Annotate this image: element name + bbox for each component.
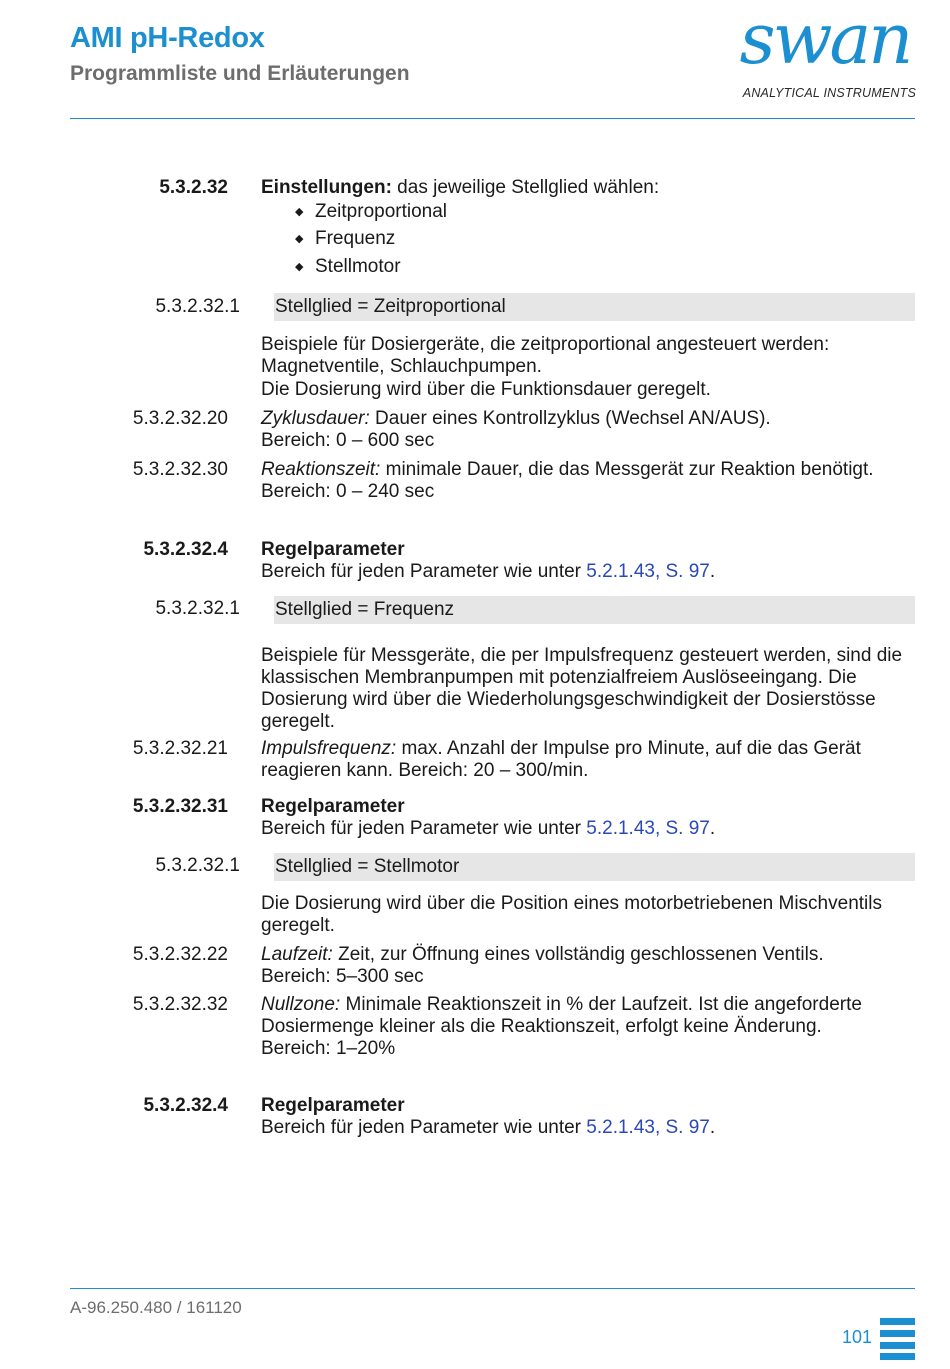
item-range: Bereich: 1–20% (261, 1038, 396, 1059)
section-number: 5.3.2.32.1 (155, 855, 240, 876)
paragraph: Die Dosierung wird über die Funktionsdauer geregelt. (261, 379, 711, 400)
item-term: Impulsfrequenz: (261, 738, 397, 759)
section-number: 5.3.2.32 (159, 177, 228, 198)
section-number: 5.3.2.32.1 (155, 598, 240, 619)
control-parameters: Regelparameter Bereich für jeden Parameter wie unter 5.2.1.43, S. 97. (261, 796, 716, 839)
parameters-heading: Regelparameter (261, 539, 405, 560)
item-range: Bereich: 0 – 600 sec (261, 430, 435, 451)
paragraph: Beispiele für Dosiergeräte, die zeitproportional angesteuert werden: Magnetventile, Schlauchpumpen. (261, 334, 830, 377)
parameters-heading: Regelparameter (261, 1095, 405, 1116)
logo-wordmark: swan (739, 0, 911, 80)
option-bar: Stellglied = Stellmotor (274, 853, 915, 881)
item-text: Impulsfrequenz: max. Anzahl der Impulse pro Minute, auf die das Gerät reagieren kann. Bereich: 20 – 300/min. (261, 738, 861, 781)
footer-divider (70, 1288, 915, 1289)
page-reference-link[interactable]: 5.2.1.43, S. 97 (586, 561, 710, 582)
heading-bold: Einstellungen: (261, 177, 392, 198)
paragraph: Die Dosierung wird über die Position eines motorbetriebenen Mischventils geregelt. (261, 893, 882, 936)
document-number: A-96.250.480 / 161120 (70, 1298, 242, 1317)
control-parameters: Regelparameter Bereich für jeden Parameter wie unter 5.2.1.43, S. 97. (261, 1095, 716, 1138)
page-reference-link[interactable]: 5.2.1.43, S. 97 (586, 1117, 710, 1138)
item-term: Zyklusdauer: (261, 408, 370, 429)
item-number: 5.3.2.32.20 (132, 408, 228, 429)
item-range: Bereich: 0 – 240 sec (261, 481, 435, 502)
item-text: Nullzone: Minimale Reaktionszeit in % der Laufzeit. Ist die angeforderte Dosiermenge kleiner als die Reaktionszeit, erfolgt keine Änderung. Bereich: 1–20% (261, 994, 862, 1059)
page-number: 101 (841, 1327, 872, 1347)
logo-subtitle: ANALYTICAL INSTRUMENTS (742, 86, 916, 100)
section-number: 5.3.2.32.1 (155, 296, 240, 317)
document-title: AMI pH-Redox (70, 22, 265, 54)
item-term: Nullzone: (261, 994, 341, 1015)
control-parameters: Regelparameter Bereich für jeden Parameter wie unter 5.2.1.43, S. 97. (261, 539, 716, 582)
option-bar: Stellglied = Frequenz (274, 596, 915, 624)
item-range: Bereich: 5–300 sec (261, 966, 424, 987)
item-number: 5.3.2.32.32 (132, 994, 228, 1015)
bullet-diamond-icon: ◆ (295, 206, 304, 218)
section-number: 5.3.2.32.4 (143, 1095, 228, 1116)
item-text: Laufzeit: Zeit, zur Öffnung eines vollständig geschlossenen Ventils. Bereich: 5–300 sec (261, 944, 824, 987)
section-number: 5.3.2.32.31 (132, 796, 228, 817)
section-number: 5.3.2.32.4 (143, 539, 228, 560)
paragraph: Beispiele für Messgeräte, die per Impulsfrequenz gesteuert werden, sind die klassischen Membranpumpen mit potenzialfreiem Auslöseeingang. Die Dosierung wird über die Wiederholungsgeschwindigkeit der Dosierstösse geregelt. (261, 645, 903, 732)
bullet-diamond-icon: ◆ (295, 261, 304, 273)
item-term: Reaktionszeit: (261, 459, 381, 480)
item-term: Laufzeit: (261, 944, 333, 965)
page-reference-link[interactable]: 5.2.1.43, S. 97 (586, 818, 710, 839)
page-marker-icon (880, 1318, 915, 1360)
list-item: ◆ Zeitproportional (295, 201, 448, 222)
item-text: Reaktionszeit: minimale Dauer, die das Messgerät zur Reaktion benötigt. Bereich: 0 – 240 sec (261, 459, 874, 502)
section-heading (261, 177, 916, 199)
item-text: Zyklusdauer: Dauer eines Kontrollzyklus (Wechsel AN/AUS). Bereich: 0 – 600 sec (261, 408, 771, 451)
list-item: ◆ Frequenz (295, 228, 396, 249)
item-number: 5.3.2.32.22 (132, 944, 228, 965)
list-item: ◆ Stellmotor (295, 256, 401, 277)
bullet-diamond-icon: ◆ (295, 233, 304, 245)
parameters-heading: Regelparameter (261, 796, 405, 817)
item-number: 5.3.2.32.21 (132, 738, 228, 759)
document-subtitle: Programmliste und Erläuterungen (70, 62, 410, 85)
heading-text: das jeweilige Stellglied wählen: (391, 177, 660, 198)
item-number: 5.3.2.32.30 (132, 459, 228, 480)
option-bar: Stellglied = Zeitproportional (274, 293, 915, 321)
